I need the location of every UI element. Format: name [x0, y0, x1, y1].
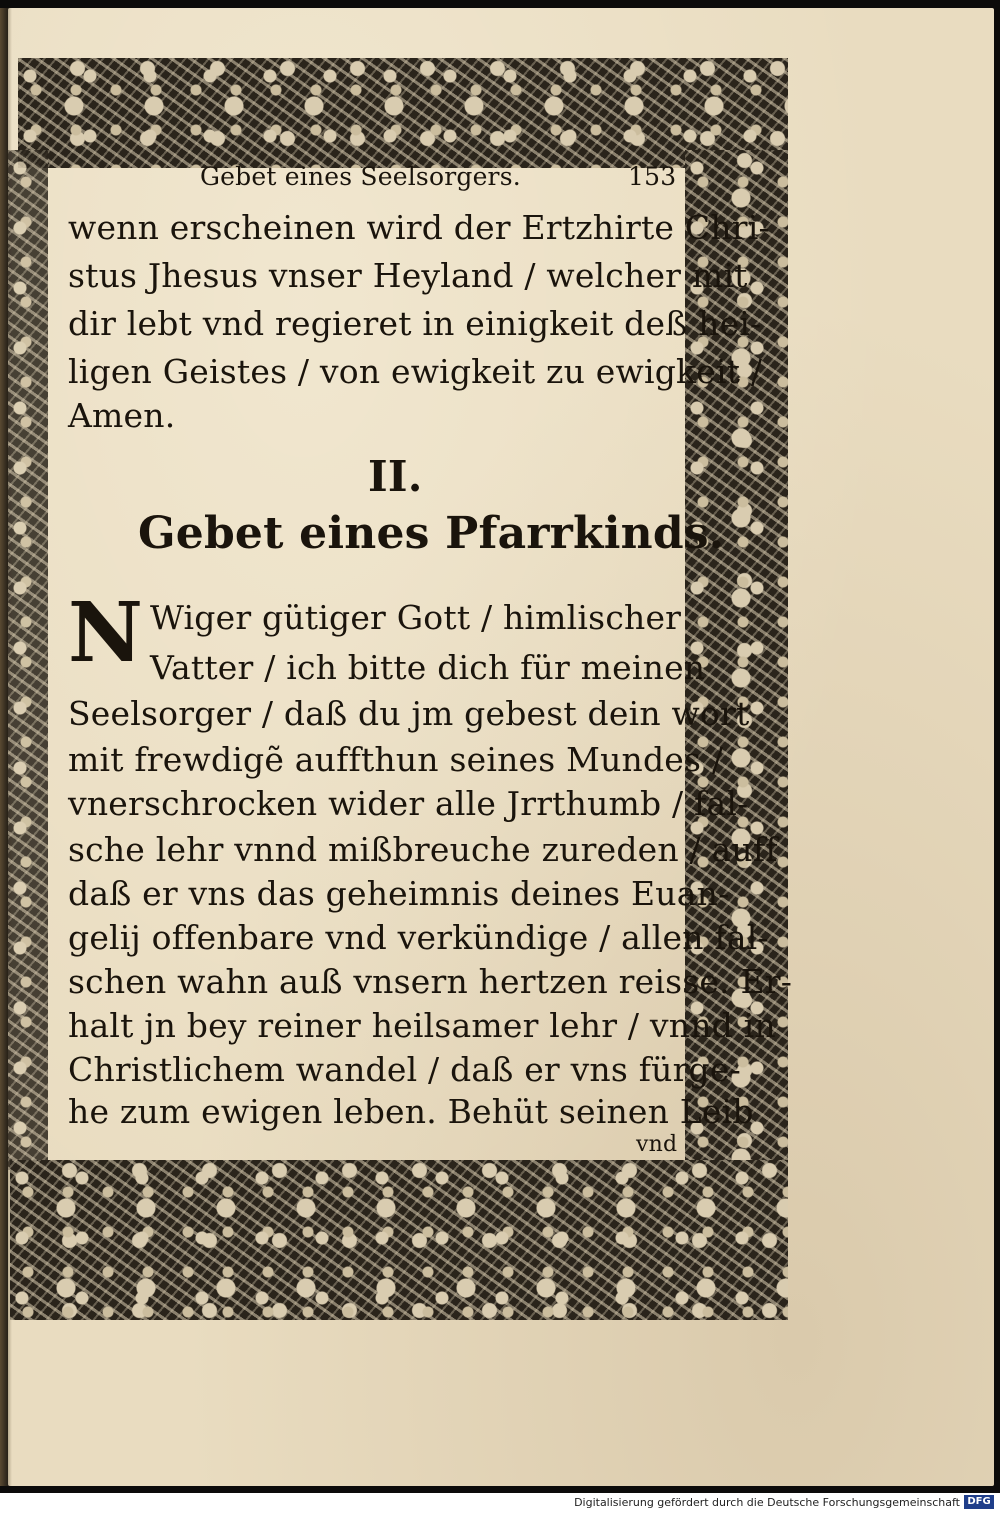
- text-line: ligen Geistes / von ewigkeit zu ewigkeit /: [68, 352, 763, 391]
- text-line: mit frewdigẽ auffthun seines Mundes /: [68, 740, 724, 779]
- woodcut-border-bottom: [10, 1160, 788, 1320]
- text-line: schen wahn auß vnsern hertzen reisse. Er-: [68, 962, 793, 1001]
- page-number: 153: [628, 162, 677, 191]
- text-line: Vatter / ich bitte dich für meinen: [150, 648, 706, 687]
- funding-notice: Digitalisierung gefördert durch die Deutsche Forschungsgemeinschaft: [574, 1496, 960, 1509]
- section-title: Gebet eines Pfarrkinds.: [138, 508, 725, 559]
- catchword: vnd: [636, 1132, 678, 1157]
- dfg-logo: DFG: [964, 1495, 994, 1509]
- woodcut-border-left: [8, 150, 48, 1170]
- footer-bar: [0, 1493, 1000, 1513]
- text-line: wenn erscheinen wird der Ertzhirte Chri-: [68, 208, 770, 247]
- running-head: Gebet eines Seelsorgers.: [200, 162, 521, 191]
- text-line: stus Jhesus vnser Heyland / welcher mit: [68, 256, 748, 295]
- decorated-initial: N: [68, 585, 143, 681]
- text-line: Christlichem wandel / daß er vns fürge-: [68, 1050, 741, 1089]
- text-line: he zum ewigen leben. Behüt seinen Leib: [68, 1092, 754, 1131]
- woodcut-border-top: [18, 58, 788, 168]
- text-line: dir lebt vnd regieret in einigkeit deß hei-: [68, 304, 762, 343]
- section-number: II.: [368, 452, 423, 501]
- text-line: halt jn bey reiner heilsamer lehr / vnnd in: [68, 1006, 776, 1045]
- text-line: gelij offenbare vnd verkündige / allen fal-: [68, 918, 769, 957]
- text-line: sche lehr vnnd mißbreuche zureden / auff: [68, 830, 778, 869]
- text-line: Amen.: [68, 396, 176, 435]
- text-line: daß er vns das geheimnis deines Euan-: [68, 874, 730, 913]
- text-line: Seelsorger / daß du jm gebest dein wort: [68, 694, 750, 733]
- text-line: Wiger gütiger Gott / himlischer: [150, 598, 682, 637]
- text-line: vnerschrocken wider alle Jrrthumb / fal-: [68, 784, 749, 823]
